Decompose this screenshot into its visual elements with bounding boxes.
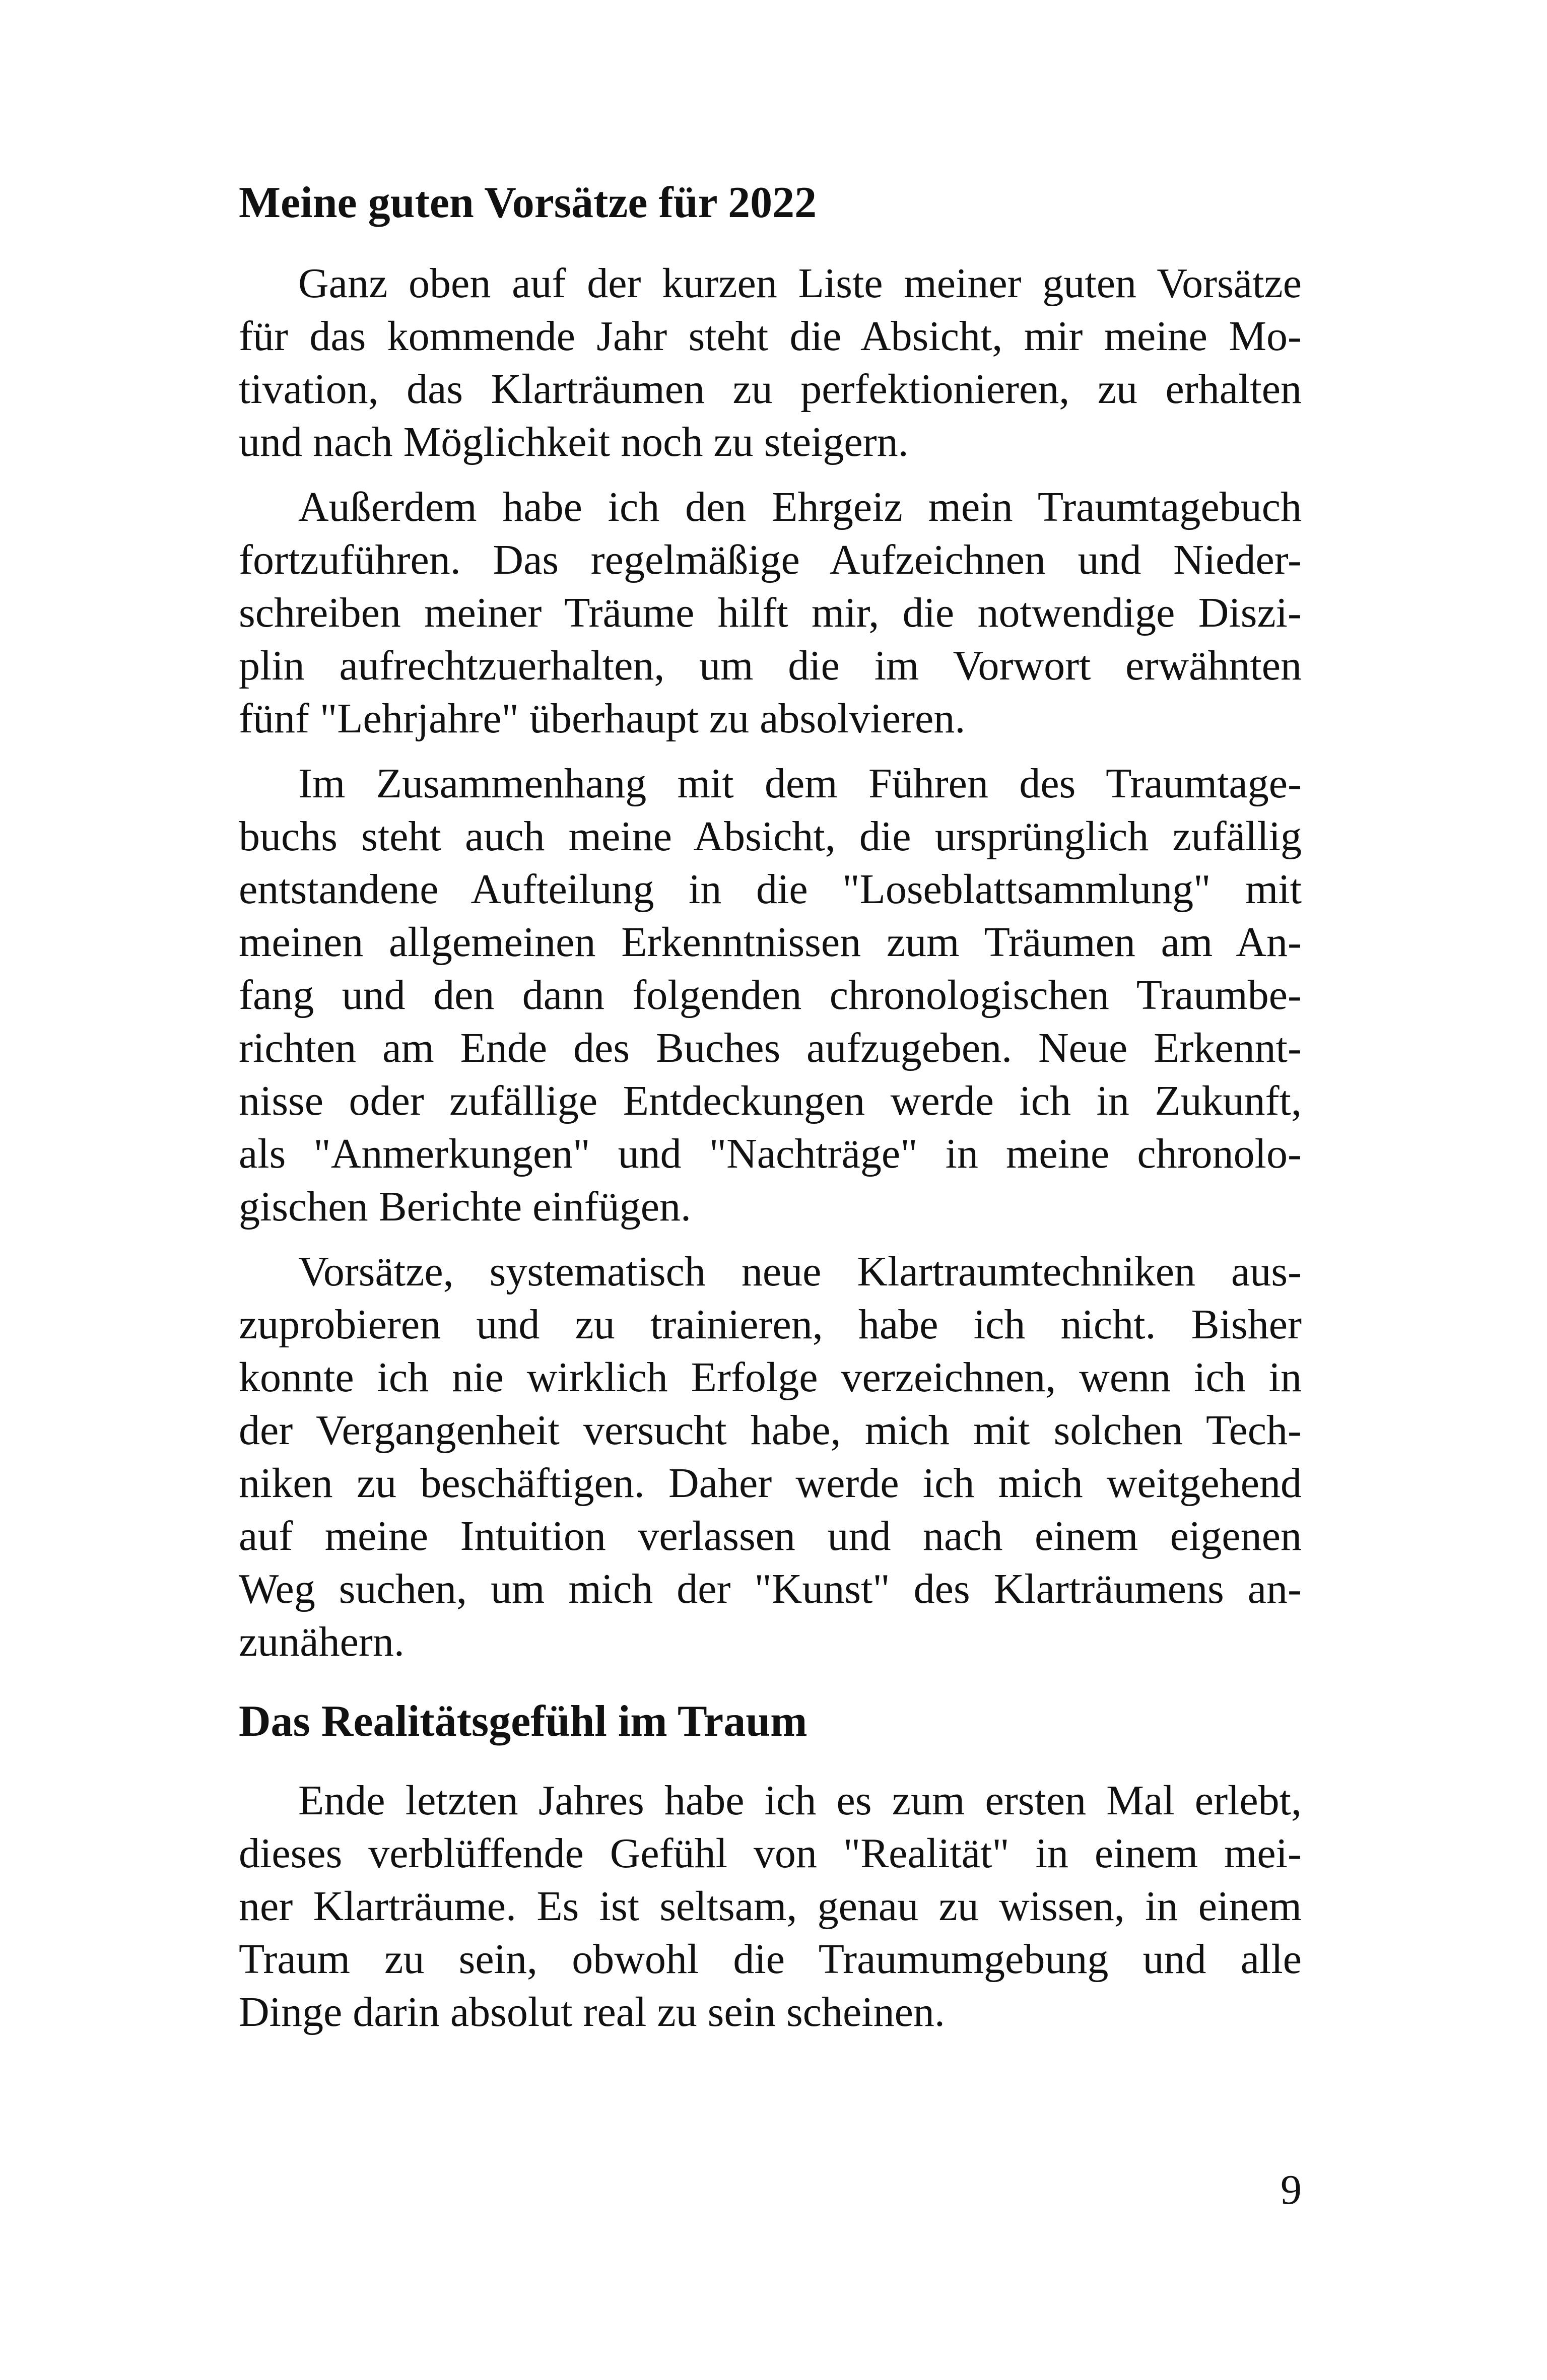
text-line: gischen Berichte einfügen. [239,1183,691,1230]
section-body [239,1774,1302,2051]
section-heading: Das Realitätsgefühl im Traum [239,1697,808,1746]
text-line: zuprobieren und zu trainieren, habe ich nicht. Bisher [239,1301,1302,1348]
text-line: Dinge darin absolut real zu sein scheinen. [239,1989,945,2035]
text-line: Vorsätze, systematisch neue Klartraumtechniken aus- [298,1248,1302,1295]
text-line: fortzuführen. Das regelmäßige Aufzeichnen und Nieder- [239,536,1302,583]
text-line: konnte ich nie wirklich Erfolge verzeichnen, wenn ich in [239,1354,1302,1401]
text-line: Ende letzten Jahres habe ich es zum ersten Mal erlebt, [298,1777,1302,1824]
text-line: und nach Möglichkeit noch zu steigern. [239,419,909,465]
paragraph [239,257,1302,468]
paragraph [239,1245,1302,1668]
paragraph [239,1774,1302,2038]
text-line: als "Anmerkungen" und "Nachträge" in meine chronolo- [239,1130,1302,1177]
text-line: richten am Ende des Buches aufzugeben. Neue Erkennt- [239,1025,1302,1071]
text-line: fang und den dann folgenden chronologischen Traumbe- [239,972,1302,1018]
text-line: Außerdem habe ich den Ehrgeiz mein Traumtagebuch [298,484,1302,530]
text-line: entstandene Aufteilung in die "Loseblattsammlung" mit [239,866,1302,913]
text-line: fünf "Lehrjahre" überhaupt zu absolvieren. [239,695,966,742]
text-line: tivation, das Klarträumen zu perfektionieren, zu erhalten [239,366,1302,413]
text-line: der Vergangenheit versucht habe, mich mit solchen Tech- [239,1407,1302,1454]
text-line: zunähern. [239,1618,405,1665]
text-line: nisse oder zufällige Entdeckungen werde ich in Zukunft, [239,1077,1302,1124]
text-line: für das kommende Jahr steht die Absicht, mir meine Mo- [239,313,1302,360]
text-line: schreiben meiner Träume hilft mir, die notwendige Diszi- [239,589,1302,636]
text-line: buchs steht auch meine Absicht, die ursprünglich zufällig [239,813,1302,860]
text-line: Traum zu sein, obwohl die Traumumgebung und alle [239,1936,1302,1983]
text-line: plin aufrechtzuerhalten, um die im Vorwort erwähnten [239,642,1302,689]
text-line: dieses verblüffende Gefühl von "Realität" in einem mei- [239,1830,1302,1877]
text-line: Ganz oben auf der kurzen Liste meiner guten Vorsätze [298,260,1302,307]
section-heading: Meine guten Vorsätze für 2022 [239,178,817,227]
paragraph [239,481,1302,745]
text-line: Weg suchen, um mich der "Kunst" des Klarträumens an- [239,1566,1302,1612]
text-line: meinen allgemeinen Erkenntnissen zum Träumen am An- [239,919,1302,966]
text-line: Im Zusammenhang mit dem Führen des Traumtage- [298,760,1302,807]
paragraph [239,757,1302,1233]
text-line: niken zu beschäftigen. Daher werde ich mich weitgehend [239,1460,1302,1507]
section-body [239,257,1302,1680]
book-page [239,0,1302,2380]
page-number: 9 [1281,2166,1302,2213]
text-line: ner Klarträume. Es ist seltsam, genau zu wissen, in einem [239,1883,1302,1930]
text-line: auf meine Intuition verlassen und nach einem eigenen [239,1513,1302,1559]
